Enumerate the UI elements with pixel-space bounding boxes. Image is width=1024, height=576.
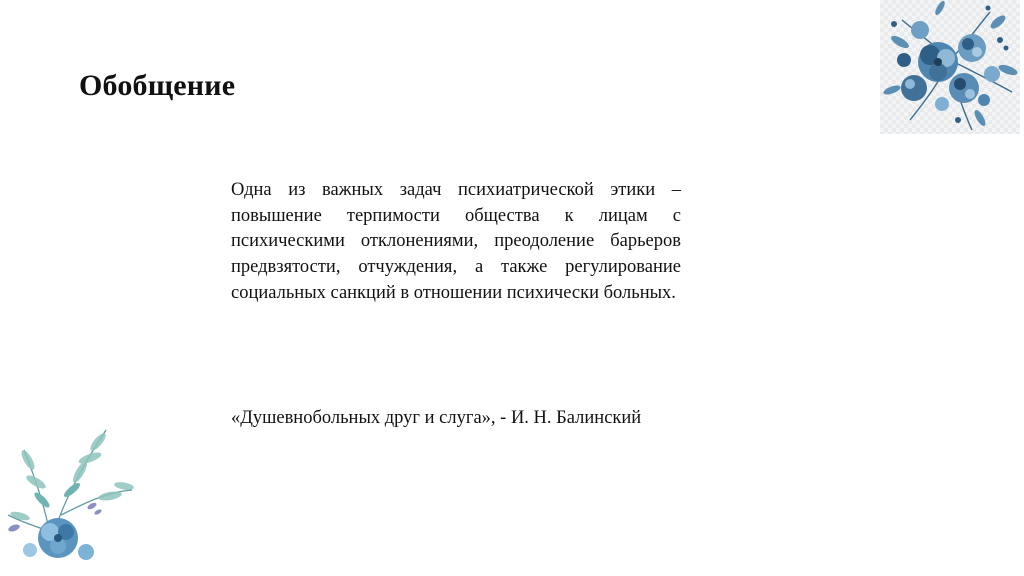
blue-flowers-icon: [880, 0, 1020, 134]
floral-decoration-top-right: [880, 0, 1020, 134]
slide-body-paragraph: Одна из важных задач психиатрической этики – повышение терпимости общества к лицам с психическими отклонениями, преодоление барьеров предвзятости, отчуждения, а также регулирование социальных санкций в отношении психически больных.: [231, 180, 681, 303]
teal-leaves-icon: [6, 420, 136, 565]
floral-decoration-bottom-left: [6, 420, 136, 565]
slide-title: Обобщение: [79, 69, 236, 102]
slide-quote: «Душевнобольных друг и слуга», - И. Н. Балинский: [231, 408, 642, 428]
